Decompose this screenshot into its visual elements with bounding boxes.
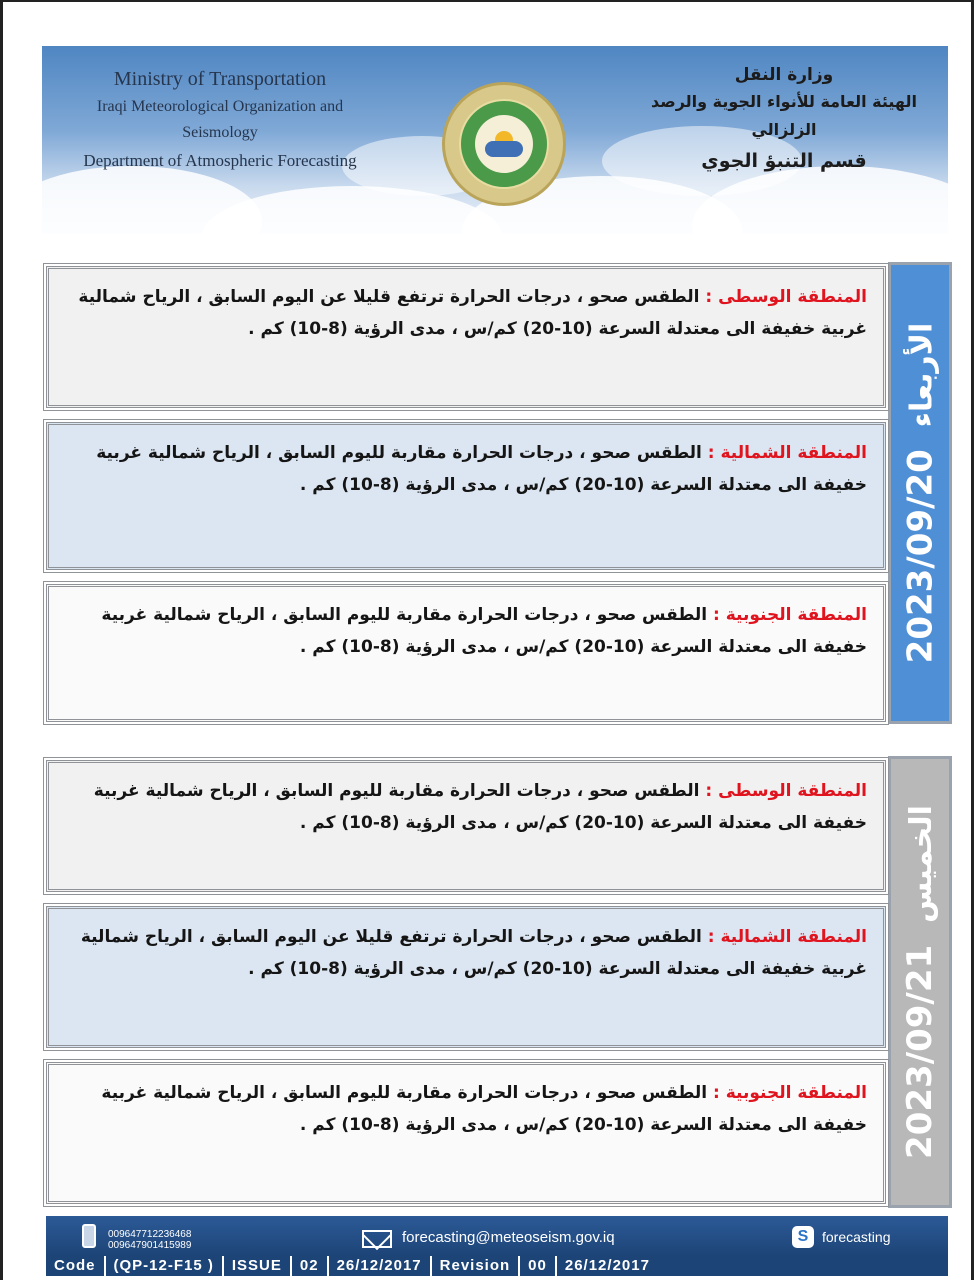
day-label-text	[900, 323, 940, 664]
forecast-text: الطقس صحو ، درجات الحرارة مقاربة لليوم السابق ، الرياح شمالية غربية خفيفة الى معتدلة السرعة (10-20) كم/س ، مدى الرؤية (8-10) كم .	[93, 781, 867, 833]
day-name: الأربعاء	[904, 322, 940, 428]
revision-label: Revision	[430, 1256, 519, 1276]
page-border-top	[0, 0, 974, 2]
region-label: المنطقة الجنوبية :	[713, 1083, 867, 1103]
region-label: المنطقة الجنوبية :	[713, 605, 867, 625]
region-label: المنطقة الوسطى :	[705, 781, 867, 801]
forecast-box-day1-north	[46, 422, 886, 570]
forecast-text: الطقس صحو ، درجات الحرارة مقاربة لليوم السابق ، الرياح شمالية غربية خفيفة الى معتدلة السرعة (10-20) كم/س ، مدى الرؤية (8-10) كم .	[101, 605, 867, 657]
logo-inner	[475, 115, 533, 173]
code-value: (QP-12-F15 )	[104, 1256, 222, 1276]
issue-date: 26/12/2017	[327, 1256, 430, 1276]
day-date: 2023/09/20	[900, 449, 941, 664]
day-label-text	[900, 805, 940, 1159]
organization-name-ar: الهيئة العامة للأنواء الجوية والرصد الزلزالي	[651, 92, 917, 139]
phone-number-1: 009647712236468	[108, 1229, 192, 1240]
issue-label: ISSUE	[222, 1256, 290, 1276]
header-arabic	[634, 62, 934, 178]
cloud-icon	[485, 141, 523, 157]
skype-icon: S	[792, 1226, 814, 1248]
mail-icon	[362, 1230, 392, 1248]
logo-emblem	[442, 82, 566, 206]
footer-contact-bar	[46, 1216, 948, 1256]
header-banner	[42, 46, 948, 234]
organization-name-en: Iraqi Meteorological Organization and Seismology	[96, 98, 344, 141]
skype-handle[interactable]: forecasting	[822, 1229, 891, 1245]
region-label: المنطقة الشمالية :	[707, 443, 867, 463]
document-code-row	[46, 1256, 948, 1276]
region-label: المنطقة الشمالية :	[707, 927, 867, 947]
region-label: المنطقة الوسطى :	[705, 287, 867, 307]
day-label-1	[888, 262, 952, 724]
forecast-text: الطقس صحو ، درجات الحرارة ترتفع قليلا عن اليوم السابق ، الرياح شمالية غربية خفيفة الى معتدلة السرعة (10-20) كم/س ، مدى الرؤية (8-10) كم .	[78, 287, 867, 339]
phone-number-2: 009647901415989	[108, 1240, 192, 1251]
department-name-en: Department of Atmospheric Forecasting	[83, 151, 357, 170]
revision-value: 00	[518, 1256, 555, 1276]
forecast-box-day2-south	[46, 1062, 886, 1204]
forecast-box-day2-north	[46, 906, 886, 1048]
header-english	[60, 64, 380, 176]
phone-icon	[82, 1224, 96, 1248]
cloud-decoration	[202, 186, 502, 234]
day-name: الخميس	[904, 805, 939, 923]
forecast-text: الطقس صحو ، درجات الحرارة مقاربة لليوم السابق ، الرياح شمالية غربية خفيفة الى معتدلة السرعة (10-20) كم/س ، مدى الرؤية (8-10) كم .	[101, 1083, 867, 1135]
code-label: Code	[54, 1257, 96, 1274]
day-label-2	[888, 756, 952, 1208]
forecast-text: الطقس صحو ، درجات الحرارة ترتفع قليلا عن اليوم السابق ، الرياح شمالية غربية خفيفة الى معتدلة السرعة (10-20) كم/س ، مدى الرؤية (8-10) كم .	[80, 927, 867, 979]
ministry-name-ar: وزارة النقل	[734, 65, 834, 85]
phone-numbers	[108, 1229, 191, 1251]
forecast-box-day1-central	[46, 266, 886, 408]
logo-ring	[459, 99, 549, 189]
issue-value: 02	[290, 1256, 327, 1276]
forecast-text: الطقس صحو ، درجات الحرارة مقاربة لليوم السابق ، الرياح شمالية غربية خفيفة الى معتدلة السرعة (10-20) كم/س ، مدى الرؤية (8-10) كم .	[96, 443, 867, 495]
forecast-box-day1-south	[46, 584, 886, 722]
revision-date: 26/12/2017	[555, 1256, 658, 1276]
department-name-ar: قسم التنبؤ الجوي	[701, 150, 867, 172]
forecast-box-day2-central	[46, 760, 886, 892]
day-date: 2023/09/21	[900, 944, 940, 1159]
ministry-name-en: Ministry of Transportation	[113, 68, 327, 90]
email-address[interactable]: forecasting@meteoseism.gov.iq	[402, 1229, 615, 1246]
page-border-left	[0, 0, 3, 1280]
